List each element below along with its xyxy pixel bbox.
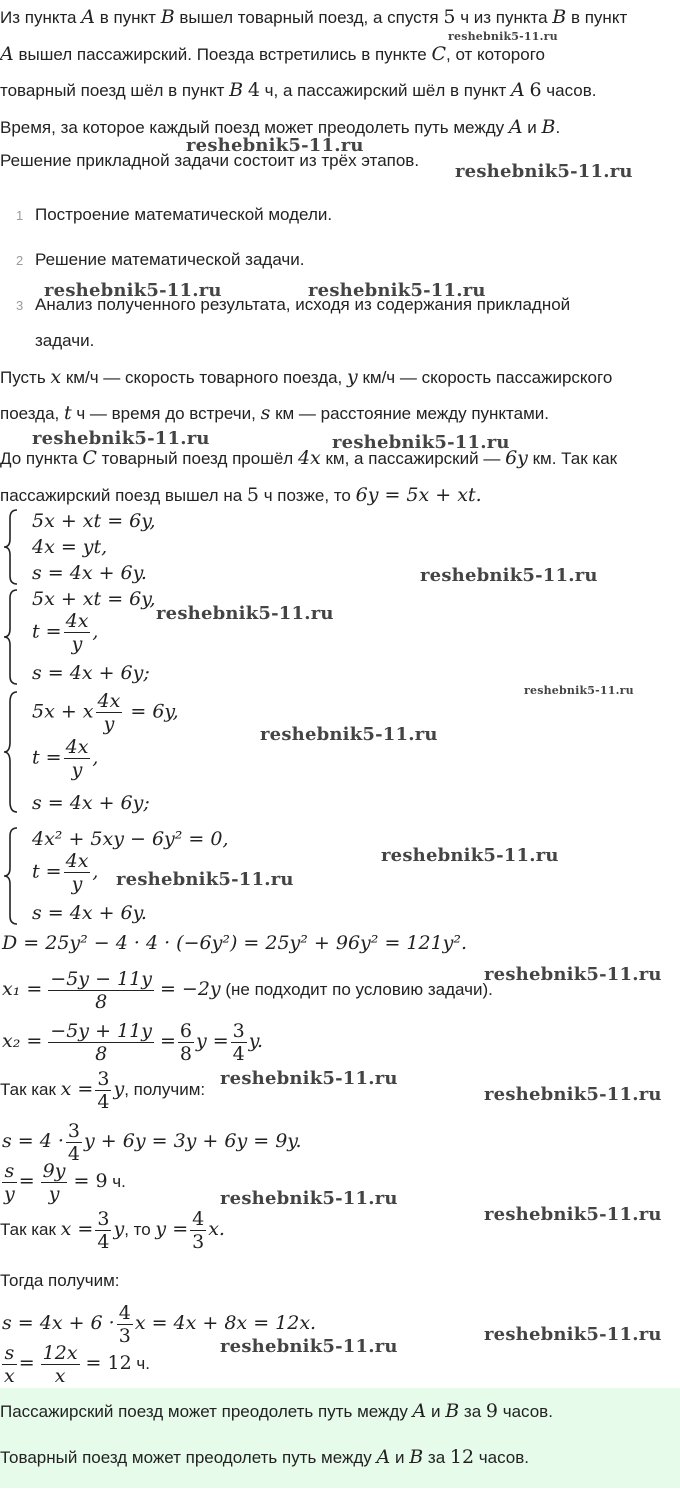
fraction: $\frac{4x}{y}$	[65, 736, 89, 781]
left-brace-icon	[2, 508, 20, 586]
until-line-2: пассажирский поезд вышел на 5 ч позже, то 6y = 5x + xt.	[0, 484, 482, 506]
watermark: reshebnik5-11.ru	[524, 684, 634, 697]
answer-line-2: Товарный поезд может преодолеть путь между A и B за 12 часов.	[0, 1446, 530, 1468]
intro-line-1: Из пункта A в пункт B вышел товарный поезд, а спустя 5 ч из пункта B в пункт	[0, 6, 628, 28]
ratio-formula-1: $\frac{s}{y}$ = $\frac{9y}{y}$ = 9 ч.	[4, 1160, 126, 1205]
watermark: reshebnik5-11.ru	[420, 565, 598, 586]
intro-line-2: A вышел пассажирский. Поезда встретились в пункте C, от которого	[0, 43, 546, 65]
fraction: $\frac{4}{3}$	[192, 1208, 205, 1253]
watermark: reshebnik5-11.ru	[186, 135, 364, 156]
fraction: $\frac{4}{3}$	[118, 1302, 131, 1347]
fraction: $\frac{-5y + 11y}{8}$	[50, 1020, 152, 1065]
then-label: Тогда получим:	[0, 1271, 120, 1290]
since-line-2: Так как x = $\frac{3}{4}$ y, то y = $\frac{4}{3}$ x.	[0, 1208, 225, 1253]
ratio-formula-2: $\frac{s}{x}$ = $\frac{12x}{x}$ = 12 ч.	[4, 1342, 150, 1387]
watermark: reshebnik5-11.ru	[32, 428, 210, 449]
watermark: reshebnik5-11.ru	[260, 724, 438, 745]
discriminant: D = 25y² − 4 · 4 · (−6y²) = 25y² + 96y² = 121y².	[2, 932, 468, 954]
watermark: reshebnik5-11.ru	[308, 280, 486, 301]
intro-line-4: Время, за которое каждый поезд может преодолеть путь между A и B.	[0, 116, 561, 138]
fraction: $\frac{3}{4}$	[97, 1208, 110, 1253]
fraction: $\frac{s}{x}$	[4, 1342, 15, 1387]
s-formula-1: s = 4 · $\frac{3}{4}$ y + 6y = 3y + 6y = 9y.	[2, 1120, 302, 1165]
answer-line-1: Пассажирский поезд может преодолеть путь между A и B за 9 часов.	[0, 1400, 553, 1422]
fraction: $\frac{-5y - 11y}{8}$	[50, 968, 152, 1013]
let-line-2: поезда, t ч — время до встречи, s км — расстояние между пунктами.	[0, 402, 550, 424]
watermark: reshebnik5-11.ru	[220, 1068, 398, 1089]
s-formula-2: s = 4x + 6 · $\frac{4}{3}$ x = 4x + 8x = 12x.	[2, 1302, 317, 1347]
watermark: reshebnik5-11.ru	[116, 869, 294, 890]
fraction: $\frac{s}{y}$	[4, 1160, 15, 1205]
until-line-1: До пункта C товарный поезд прошёл 4x км, а пассажирский — 6y км. Так как	[0, 447, 618, 469]
watermark: reshebnik5-11.ru	[156, 603, 334, 624]
let-line-1: Пусть x км/ч — скорость товарного поезда, y км/ч — скорость пассажирского	[0, 366, 613, 388]
fraction: $\frac{4x}{y}$	[65, 610, 89, 655]
intro-line-3: товарный поезд шёл в пункт B 4 ч, а пассажирский шёл в пункт A 6 часов.	[0, 79, 597, 101]
fraction: $\frac{3}{4}$	[67, 1120, 81, 1165]
fraction: $\frac{4x}{y}$	[65, 850, 89, 895]
left-brace-icon	[2, 826, 20, 926]
watermark: reshebnik5-11.ru	[44, 280, 222, 301]
watermark: reshebnik5-11.ru	[220, 1336, 398, 1357]
fraction: $\frac{3}{4}$	[97, 1068, 110, 1113]
watermark: reshebnik5-11.ru	[455, 161, 633, 182]
left-brace-icon	[2, 690, 20, 814]
fraction: $\frac{9y}{y}$	[42, 1160, 66, 1205]
fraction: $\frac{3}{4}$	[232, 1020, 245, 1065]
watermark: reshebnik5-11.ru	[484, 1084, 662, 1105]
intro-line-5: Решение прикладной задачи состоит из трёх этапов.	[0, 151, 420, 170]
answer-block	[0, 1388, 680, 1488]
watermark: reshebnik5-11.ru	[381, 845, 559, 866]
watermark: reshebnik5-11.ru	[332, 432, 510, 453]
fraction: $\frac{12x}{x}$	[42, 1342, 78, 1387]
watermark: reshebnik5-11.ru	[448, 30, 558, 43]
watermark: reshebnik5-11.ru	[484, 1204, 662, 1225]
fraction: $\frac{6}{8}$	[179, 1020, 192, 1065]
watermark: reshebnik5-11.ru	[484, 964, 662, 985]
since-line-1: Так как x = $\frac{3}{4}$ y, получим:	[0, 1068, 206, 1113]
watermark: reshebnik5-11.ru	[484, 1324, 662, 1345]
left-brace-icon	[2, 588, 20, 686]
watermark: reshebnik5-11.ru	[220, 1188, 398, 1209]
fraction: $\frac{4x}{y}$	[97, 690, 121, 735]
x1-formula: x₁ = $\frac{-5y - 11y}{8}$ = −2y (не подходит по условию задачи).	[2, 968, 493, 1013]
x2-formula: x₂ = $\frac{-5y + 11y}{8}$ = $\frac{6}{8}$ y = $\frac{3}{4}$ y.	[2, 1020, 264, 1065]
